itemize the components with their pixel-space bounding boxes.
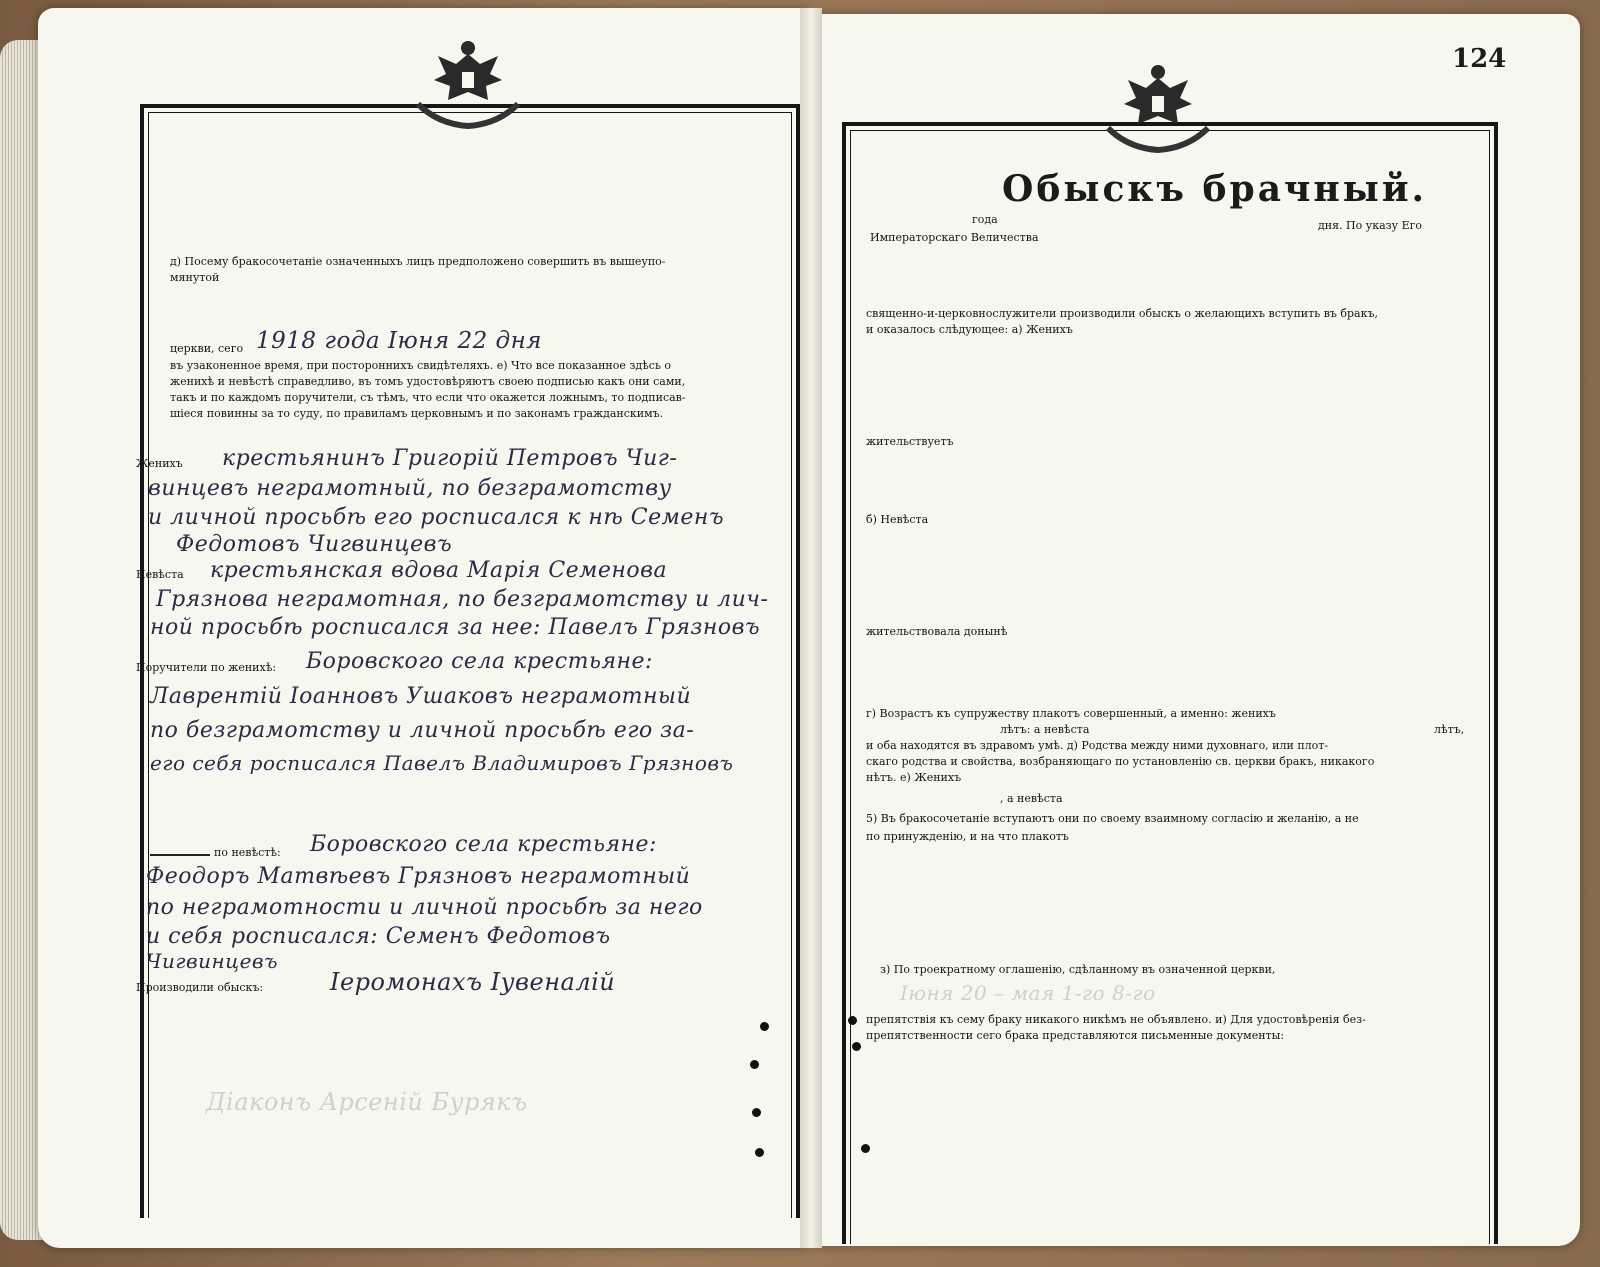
age-line5: нѣтъ. е) Женихъ (866, 771, 962, 784)
age-line6: , а невѣста (1000, 792, 1063, 805)
clergy-line2: и оказалось слѣдующее: а) Женихъ (866, 323, 1073, 336)
consent-line1: 5) Въ бракосочетаніе вступаютъ они по своему взаимному согласію и желанію, а не (866, 812, 1359, 825)
groom-hw-4: Федотовъ Чигвинцевъ (176, 532, 453, 557)
oath-line4: шіеся повинны за то суду, по правиламъ церковнымъ и по законамъ гражданскимъ. (170, 407, 664, 420)
page-number: 124 (1452, 44, 1507, 74)
bride-label: Невѣста (136, 568, 184, 581)
groom-guarantors-label: Поручители по женихѣ: (136, 661, 277, 674)
binding-hole (861, 1144, 870, 1153)
binding-hole (750, 1060, 759, 1069)
groom-guarantors-hw-1: Боровского села крестьяне: (306, 649, 653, 674)
groom-guarantors-hw-3: по безграмотству и личной просьбѣ его за- (150, 718, 695, 743)
para-d-line1: д) Посему бракосочетаніе означенныхъ лицъ предположено совершить въ вышеупо- (170, 255, 666, 268)
groom-hw-1: крестьянинъ Григорій Петровъ Чиг- (222, 446, 678, 471)
binding-hole (752, 1108, 761, 1117)
right-page-frame (842, 122, 1498, 1244)
search-label: Производили обыскъ: (136, 981, 264, 994)
faint-signature-hw: Діаконъ Арсеній Бурякъ (206, 1088, 528, 1116)
groom-label: Женихъ (136, 457, 183, 470)
para-d-line2: мянутой (170, 271, 220, 284)
bride-hw-2: Грязнова неграмотная, по безграмотству и лич- (156, 587, 769, 612)
consent-line2: по принужденію, и на что плакотъ (866, 830, 1069, 843)
bride-guarantors-label: по невѣстѣ: (214, 846, 281, 859)
groom-guarantors-hw-4: его себя росписался Павелъ Владимировъ Грязновъ (150, 751, 734, 775)
age-line3: и оба находятся въ здравомъ умѣ. д) Родства между ними духовнаго, или плот- (866, 739, 1329, 752)
book-spine (800, 8, 822, 1248)
resides-label: жительствуетъ (866, 435, 954, 448)
banns-line1: з) По троекратному оглашенію, сдѣланному въ означенной церкви, (880, 963, 1276, 976)
header-year: года (972, 213, 998, 226)
banns-handwritten: Іюня 20 – мая 1-го 8-го (900, 981, 1156, 1005)
oath-line1: въ узаконенное время, при постороннихъ свидѣтеляхъ. е) Что все показанное здѣсь о (170, 359, 672, 372)
age-line2: лѣтъ: а невѣста (1000, 723, 1090, 736)
obstacle-line2: препятственности сего брака представляются письменные документы: (866, 1029, 1285, 1042)
obstacle-line1: препятствія къ сему браку никакого никѣмъ не объявлено. и) Для удостовѣренія без- (866, 1013, 1366, 1026)
blank-line (150, 854, 210, 856)
double-headed-eagle-icon (1098, 58, 1218, 168)
oath-line3: такъ и по каждомъ поручители, съ тѣмъ, что если что окажется ложнымъ, то подписав- (170, 391, 686, 404)
clergy-line1: священно-и-церковнослужители производили обыскъ о желающихъ вступить въ бракъ, (866, 307, 1378, 320)
age-line2-years: лѣтъ, (1434, 723, 1465, 736)
church-date-handwritten: 1918 года Іюня 22 дня (256, 328, 542, 354)
groom-hw-2: винцевъ неграмотный, по безграмотству (148, 476, 672, 501)
bride-guarantors-hw-1: Боровского села крестьяне: (310, 832, 657, 857)
resided-label: жительствовала донынѣ (866, 625, 1008, 638)
oath-line2: женихѣ и невѣстѣ справедливо, въ томъ удостовѣряютъ своею подписью какъ они сами, (170, 375, 686, 388)
bride-guarantors-hw-2: Феодоръ Матвѣевъ Грязновъ неграмотный (146, 864, 691, 889)
double-headed-eagle-icon (408, 34, 528, 144)
binding-hole (760, 1022, 769, 1031)
search-signature-hw: Іеромонахъ Іувеналій (330, 968, 616, 996)
bride-guarantors-hw-3: по неграмотности и личной просьбѣ за него (146, 895, 703, 920)
age-line1: г) Возрастъ къ супружеству плакотъ совершенный, а именно: женихъ (866, 707, 1276, 720)
age-line4: скаго родства и свойства, возбраняющаго по установленію св. церкви бракъ, никакого (866, 755, 1375, 768)
bride-hw-1: крестьянская вдова Марія Семенова (210, 558, 668, 583)
bride-hw-3: ной просьбѣ росписался за нее: Павелъ Грязновъ (150, 615, 761, 640)
groom-hw-3: и личной просьбѣ его росписался к нѣ Семенъ (148, 505, 725, 530)
document-title: Обыскъ брачный. (1002, 168, 1428, 210)
binding-hole (755, 1148, 764, 1157)
header-decree: дня. По указу Его (1318, 219, 1423, 232)
bride-guarantors-hw-4: и себя росписался: Семенъ Федотовъ (146, 924, 611, 949)
binding-hole (852, 1042, 861, 1051)
groom-guarantors-hw-2: Лаврентій Іоанновъ Ушаковъ неграмотный (150, 684, 692, 709)
binding-hole (848, 1016, 857, 1025)
church-label: церкви, сего (170, 342, 244, 355)
bride-guarantors-hw-5: Чигвинцевъ (146, 949, 278, 973)
header-majesty: Императорскаго Величества (870, 231, 1039, 244)
right-bride-label: б) Невѣста (866, 513, 929, 526)
